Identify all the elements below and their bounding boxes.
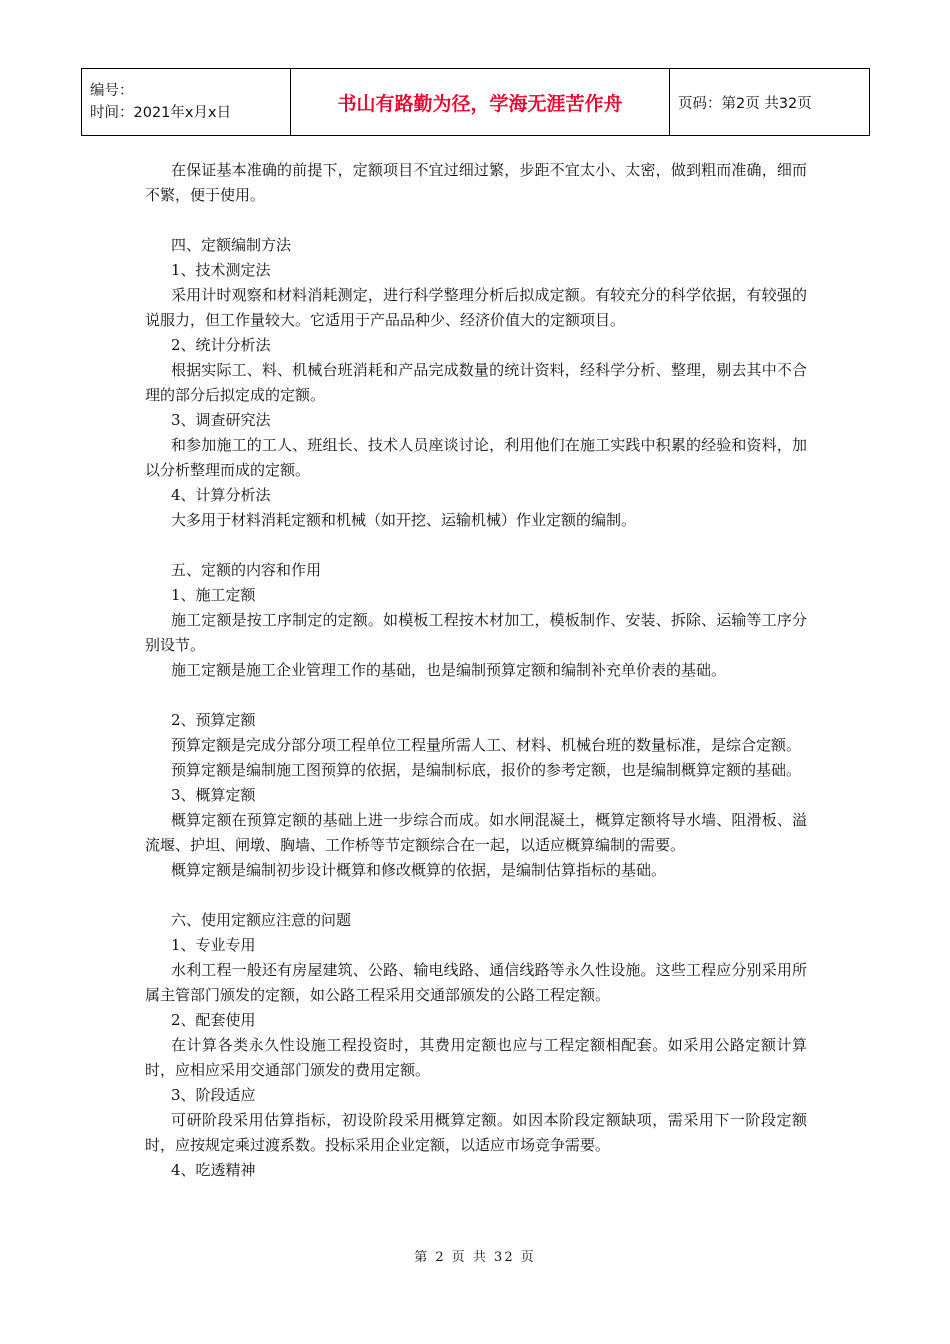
paragraph: 4、吃透精神 [171,1161,256,1179]
paragraph: 1、专业专用 [171,936,256,954]
paragraph: 预算定额是完成分部分项工程单位工程量所需人工、材料、机械台班的数量标准，是综合定额。 [171,736,802,754]
paragraph: 五、定额的内容和作用 [171,561,322,579]
paragraph: 概算定额在预算定额的基础上进一步综合而成。如水闸混凝土，概算定额将导水墙、阻滑板、溢流堰、护坦、闸墩、胸墙、工作桥等节定额综合在一起，以适应概算编制的需要。 [145,811,807,854]
paragraph: 采用计时观察和材料消耗测定，进行科学整理分析后拟成定额。有较充分的科学依据，有较强的说服力，但工作量较大。它适用于产品品种少、经济价值大的定额项目。 [145,286,807,329]
document-header [81,68,870,136]
document-date: 时间：2021年x月x日 [90,105,232,121]
paragraph: 大多用于材料消耗定额和机械（如开挖、运输机械）作业定额的编制。 [171,511,637,529]
paragraph: 六、使用定额应注意的问题 [171,911,352,929]
paragraph: 在保证基本准确的前提下，定额项目不宜过细过繁，步距不宜太小、太密，做到粗而准确，细而不繁，便于使用。 [145,161,807,204]
paragraph: 1、技术测定法 [171,261,271,279]
paragraph: 1、施工定额 [171,586,256,604]
paragraph: 概算定额是编制初步设计概算和修改概算的依据，是编制估算指标的基础。 [171,861,667,879]
paragraph: 可研阶段采用估算指标，初设阶段采用概算定额。如因本阶段定额缺项，需采用下一阶段定额时，应按规定乘过渡系数。投标采用企业定额，以适应市场竞争需要。 [145,1111,807,1154]
paragraph: 和参加施工的工人、班组长、技术人员座谈讨论，利用他们在施工实践中积累的经验和资料，加以分析整理而成的定额。 [145,436,807,479]
document-body [145,158,807,1183]
page-footer: 第 2 页 共 32 页 [414,1250,536,1265]
paragraph-spacer [145,883,807,908]
paragraph-spacer [145,533,807,558]
paragraph: 3、概算定额 [171,786,256,804]
paragraph: 在计算各类永久性设施工程投资时，其费用定额也应与工程定额相配套。如采用公路定额计算时，应相应采用交通部门颁发的费用定额。 [145,1036,807,1079]
paragraph: 2、预算定额 [171,711,256,729]
paragraph: 3、调查研究法 [171,411,271,429]
document-number-label: 编号： [90,83,134,99]
header-page-info: 页码：第2页 共32页 [670,69,870,136]
paragraph: 预算定额是编制施工图预算的依据，是编制标底，报价的参考定额，也是编制概算定额的基础。 [171,761,802,779]
header-motto: 书山有路勤为径，学海无涯苦作舟 [291,69,670,136]
paragraph: 3、阶段适应 [171,1086,256,1104]
paragraph: 根据实际工、料、机械台班消耗和产品完成数量的统计资料，经科学分析、整理，剔去其中不合理的部分后拟定成的定额。 [145,361,807,404]
paragraph: 4、计算分析法 [171,486,271,504]
paragraph: 施工定额是施工企业管理工作的基础，也是编制预算定额和编制补充单价表的基础。 [171,661,727,679]
paragraph: 施工定额是按工序制定的定额。如模板工程按木材加工，模板制作、安装、拆除、运输等工序分别设节。 [145,611,807,654]
paragraph: 2、统计分析法 [171,336,271,354]
paragraph-spacer [145,208,807,233]
paragraph-spacer [145,683,807,708]
header-meta-cell [82,69,291,136]
paragraph: 四、定额编制方法 [171,236,292,254]
paragraph: 水利工程一般还有房屋建筑、公路、输电线路、通信线路等永久性设施。这些工程应分别采用所属主管部门颁发的定额，如公路工程采用交通部颁发的公路工程定额。 [145,961,807,1004]
paragraph: 2、配套使用 [171,1011,256,1029]
